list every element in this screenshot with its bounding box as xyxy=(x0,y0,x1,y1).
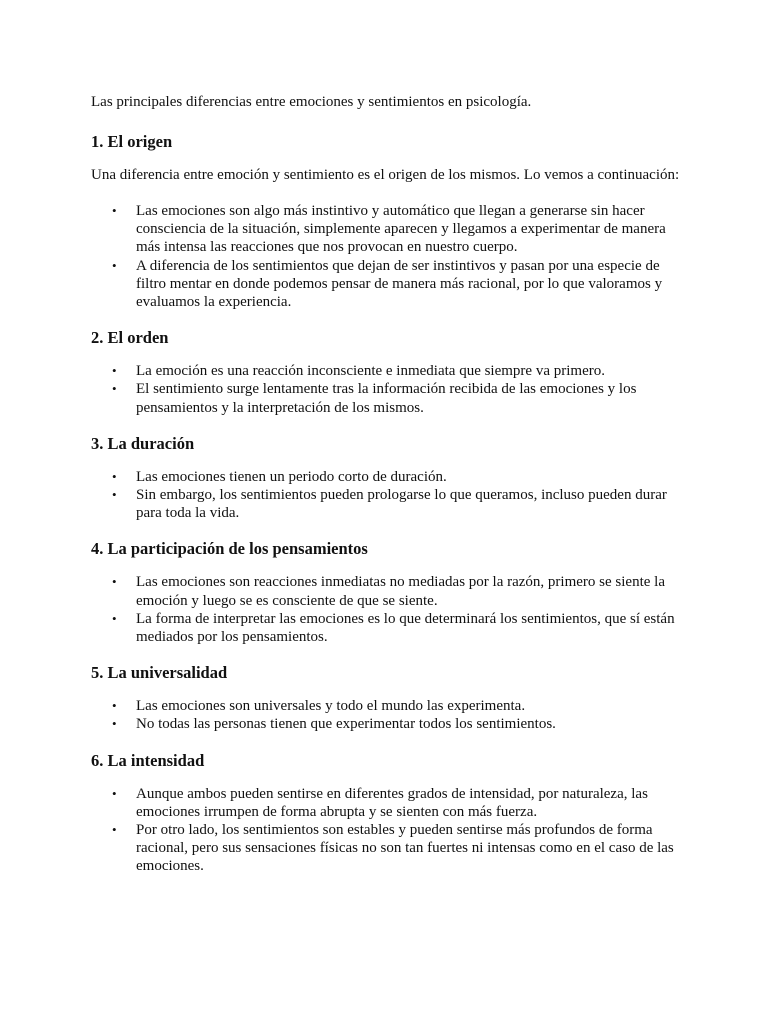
section-orden xyxy=(91,328,691,417)
bullet-list xyxy=(91,362,691,417)
document-page xyxy=(91,93,691,893)
bullet-icon: • xyxy=(112,468,117,484)
bullet-icon: • xyxy=(112,574,117,590)
section-heading: 1. El origen xyxy=(91,131,173,151)
section-pensamientos xyxy=(91,539,691,646)
list-item-text: La emoción es una reacción inconsciente e inmediata que siempre va primero. xyxy=(136,363,605,380)
section-universalidad xyxy=(91,663,691,733)
list-item xyxy=(91,362,691,380)
list-item xyxy=(91,697,691,715)
bullet-icon: • xyxy=(112,363,117,379)
list-item-text: El sentimiento surge lentamente tras la información recibida de las emociones y los pensamientos y la interpretación de los mismos. xyxy=(136,381,637,416)
bullet-icon: • xyxy=(112,610,117,626)
bullet-icon: • xyxy=(112,381,117,397)
list-item-text: Las emociones tienen un periodo corto de duración. xyxy=(136,468,447,485)
list-item-text: Por otro lado, los sentimientos son estables y pueden sentirse más profundos de forma racional, pero sus sensaciones físicas no son tan fuertes ni intensas como en el caso de las emociones. xyxy=(136,822,674,875)
section-heading: 6. La intensidad xyxy=(91,750,205,770)
list-item-text: Sin embargo, los sentimientos pueden prologarse lo que queramos, incluso pueden durar para toda la vida. xyxy=(136,487,667,522)
bullet-list xyxy=(91,785,691,876)
list-item xyxy=(91,715,691,733)
section-heading: 2. El orden xyxy=(91,328,169,348)
bullet-icon: • xyxy=(112,698,117,714)
list-item xyxy=(91,573,691,609)
list-item-text: Aunque ambos pueden sentirse en diferentes grados de intensidad, por naturaleza, las emociones irrumpen de forma abrupta y se sienten con más fuerza. xyxy=(136,785,648,820)
section-origen xyxy=(91,132,691,312)
section-duracion xyxy=(91,434,691,523)
list-item-text: La forma de interpretar las emociones es lo que determinará los sentimientos, que sí están mediados por los pensamientos. xyxy=(136,610,675,646)
section-intensidad xyxy=(91,751,691,876)
list-item xyxy=(91,202,691,257)
bullet-icon: • xyxy=(112,203,117,218)
list-item-text: Las emociones son reacciones inmediatas no mediadas por la razón, primero se siente la emoción y luego se es consciente de que se siente. xyxy=(136,574,665,609)
bullet-list xyxy=(91,468,691,523)
section-heading: 3. La duración xyxy=(91,433,195,453)
list-item-text: Las emociones son algo más instintivo y automático que llegan a generarse sin hacer consciencia de la situación, simplemente aparecen y llegamos a experimentar de manera más intensa las reacciones que nos provocan en nuestro cuerpo. xyxy=(136,203,666,256)
bullet-list xyxy=(91,573,691,646)
bullet-icon: • xyxy=(112,822,117,838)
section-paragraph: Una diferencia entre emoción y sentimiento es el origen de los mismos. Lo vemos a continuación: xyxy=(91,166,680,183)
bullet-icon: • xyxy=(112,716,117,732)
list-item xyxy=(91,380,691,416)
bullet-list xyxy=(91,202,691,311)
list-item xyxy=(91,610,691,646)
list-item xyxy=(91,468,691,486)
section-heading: 4. La participación de los pensamientos xyxy=(91,539,368,559)
bullet-icon: • xyxy=(112,785,117,801)
section-heading: 5. La universalidad xyxy=(91,663,228,683)
intro-text: Las principales diferencias entre emociones y sentimientos en psicología. xyxy=(91,94,532,110)
list-item xyxy=(91,486,691,522)
list-item-text: No todas las personas tienen que experimentar todos los sentimientos. xyxy=(136,716,556,733)
bullet-icon: • xyxy=(112,257,117,273)
list-item xyxy=(91,821,691,876)
list-item xyxy=(91,257,691,312)
bullet-icon: • xyxy=(112,487,117,503)
bullet-list xyxy=(91,697,691,733)
list-item-text: A diferencia de los sentimientos que dejan de ser instintivos y pasan por una especie de filtro mentar en donde podemos pensar de manera más racional, por lo que valoramos y evaluamos la experiencia. xyxy=(136,257,663,311)
list-item xyxy=(91,785,691,821)
list-item-text: Las emociones son universales y todo el mundo las experimenta. xyxy=(136,698,526,715)
